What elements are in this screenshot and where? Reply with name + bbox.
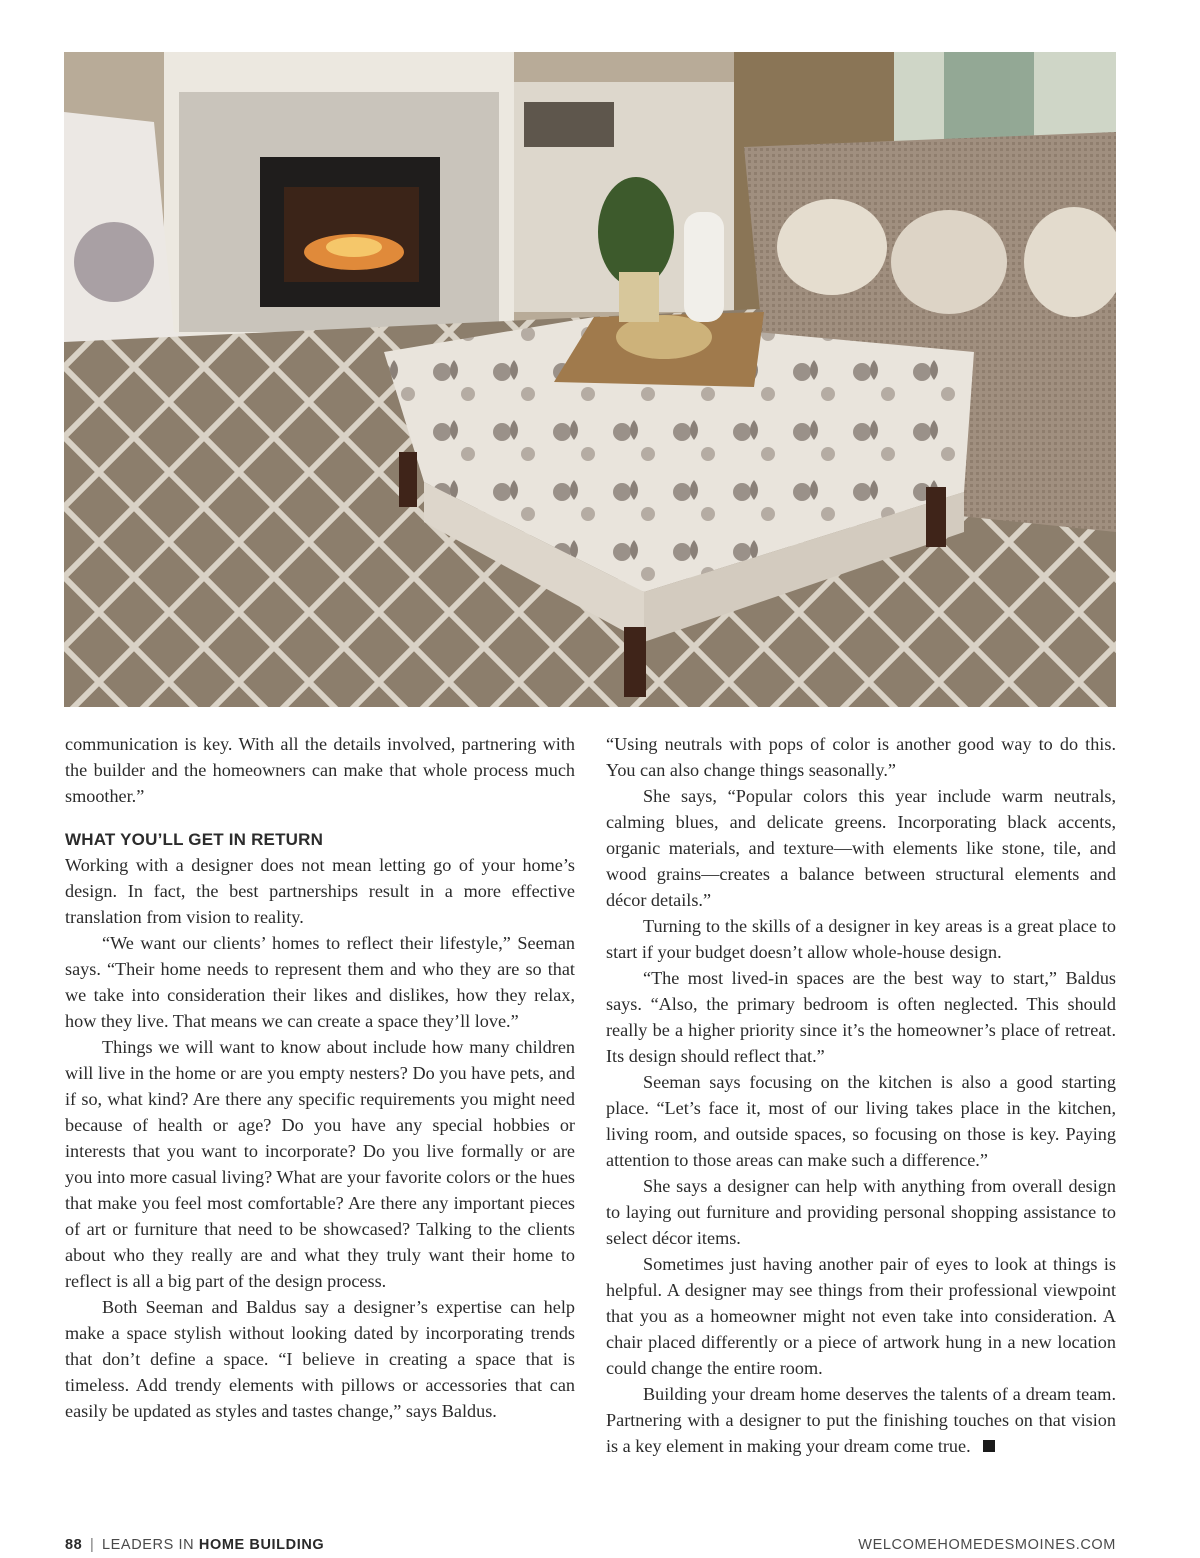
- footer-folio: [65, 1537, 324, 1553]
- paragraph: Turning to the skills of a designer in key areas is a great place to start if your budget doesn’t allow whole-house design.: [606, 916, 1116, 962]
- left-column: [65, 731, 575, 1424]
- living-room-photo: [64, 52, 1116, 707]
- paragraph-final: [606, 1381, 1116, 1459]
- right-column: [606, 731, 1116, 1459]
- paragraph: Sometimes just having another pair of eyes to look at things is helpful. A designer may see things from their professional viewpoint that you as a homeowner might not even take into consideration. A chair placed differently or a piece of artwork hung in a new location could change the entire room.: [606, 1254, 1116, 1378]
- paragraph: “We want our clients’ homes to reflect their lifestyle,” Seeman says. “Their home needs to represent them and who they are so that we take into consideration their likes and dislikes, how they relax, how they live. That means we can create a space they’ll love.”: [65, 933, 575, 1031]
- publication-name: HOME BUILDING: [198, 1537, 325, 1553]
- publication-prefix: LEADERS IN: [102, 1537, 195, 1553]
- paragraph: Seeman says focusing on the kitchen is also a good starting place. “Let’s face it, most of our living takes place in the kitchen, living room, and outside spaces, so focusing on those is key. Paying attention to those areas can make such a difference.”: [606, 1072, 1116, 1170]
- paragraph: communication is key. With all the details involved, partnering with the builder and the homeowners can make that whole process much smoother.”: [65, 734, 575, 806]
- section-heading: WHAT YOU’LL GET IN RETURN: [65, 830, 324, 849]
- paragraph-final-text: Building your dream home deserves the talents of a dream team. Partnering with a designer to put the finishing touches on that vision is a key element in making your dream come true.: [606, 1384, 1116, 1456]
- footer-website: WELCOMEHOMEDESMOINES.COM: [858, 1537, 1116, 1553]
- end-mark-icon: [983, 1440, 995, 1452]
- paragraph: She says a designer can help with anything from overall design to laying out furniture and providing personal shopping assistance to select décor items.: [606, 1176, 1116, 1248]
- footer-separator: |: [89, 1537, 95, 1553]
- paragraph: She says, “Popular colors this year include warm neutrals, calming blues, and delicate greens. Incorporating black accents, organic materials, and texture—with elements like stone, tile, and wood grains—creates a balance between structural elements and décor details.”: [606, 786, 1116, 910]
- paragraph: Working with a designer does not mean letting go of your home’s design. In fact, the best partnerships result in a more effective translation from vision to reality.: [65, 855, 575, 927]
- paragraph: “Using neutrals with pops of color is another good way to do this. You can also change things seasonally.”: [606, 734, 1116, 780]
- paragraph: Both Seeman and Baldus say a designer’s expertise can help make a space stylish without looking dated by incorporating trends that don’t define a space. “I believe in creating a space that is timeless. Add trendy elements with pillows or accessories that can easily be updated as styles and tastes change,” says Baldus.: [65, 1297, 575, 1421]
- paragraph: Things we will want to know about include how many children will live in the home or are you empty nesters? Do you have pets, and if so, what kind? Are there any specific requirements you might need because of health or age? Do you have any special hobbies or interests that you want to incorporate? Do you live formally or are you into more casual living? What are your favorite colors or the hues that make you feel most comfortable? Are there any important pieces of art or furniture that need to be showcased? Talking to the clients about who they really are and what they truly want their home to reflect is all a big part of the design process.: [65, 1037, 575, 1291]
- paragraph: “The most lived-in spaces are the best way to start,” Baldus says. “Also, the primary bedroom is often neglected. This should really be a higher priority since it’s the homeowner’s place of retreat. Its design should reflect that.”: [606, 968, 1116, 1066]
- page-number: 88: [65, 1537, 83, 1553]
